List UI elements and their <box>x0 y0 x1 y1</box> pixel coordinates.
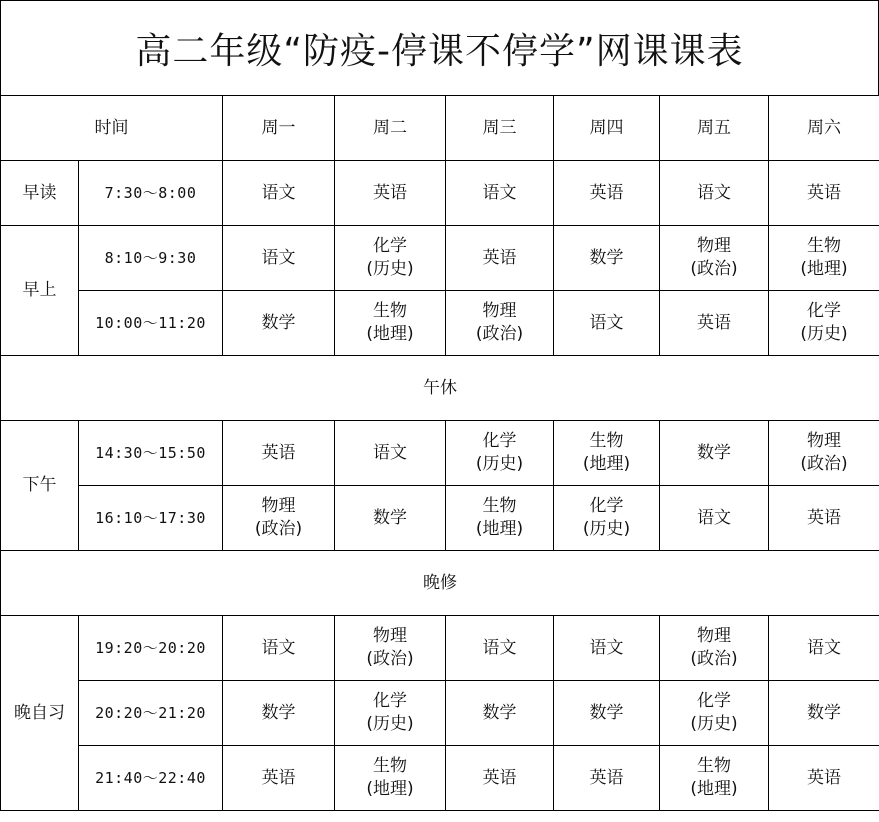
course-alt: (地理) <box>690 779 738 799</box>
course-cell <box>223 421 335 486</box>
course-cell <box>769 421 879 486</box>
break-row <box>1 356 879 421</box>
course-alt: (政治) <box>800 454 848 474</box>
header-day: 周一 <box>223 96 335 161</box>
course-cell <box>335 616 446 681</box>
course-name: 英语 <box>482 247 517 268</box>
course-cell <box>223 616 335 681</box>
course-name: 语文 <box>482 637 517 658</box>
course-cell <box>446 291 554 356</box>
schedule-row <box>1 421 879 486</box>
course-cell <box>660 616 769 681</box>
course-name: 化学 <box>482 431 517 451</box>
time-slot: 21:40～22:40 <box>79 746 223 811</box>
course-name: 生物 <box>697 756 731 776</box>
course-name: 物理 <box>373 626 407 646</box>
course-cell <box>335 226 446 291</box>
break-row <box>1 551 879 616</box>
course-name: 英语 <box>807 182 841 203</box>
course-cell <box>769 161 879 226</box>
period-label: 晚自习 <box>1 616 79 811</box>
course-cell <box>554 291 660 356</box>
schedule-row <box>1 681 879 746</box>
course-name: 语文 <box>807 637 841 658</box>
page-title: 高二年级“防疫-停课不停学”网课课表 <box>0 0 879 95</box>
course-cell <box>223 681 335 746</box>
course-name: 化学 <box>589 496 624 516</box>
course-alt: (地理) <box>582 454 631 474</box>
header-day: 周四 <box>554 96 660 161</box>
course-name: 化学 <box>807 301 841 321</box>
time-slot: 19:20～20:20 <box>79 616 223 681</box>
course-name: 数学 <box>373 507 407 528</box>
course-cell <box>769 681 879 746</box>
course-alt: (政治) <box>475 324 524 344</box>
course-name: 英语 <box>589 767 624 788</box>
time-slot: 16:10～17:30 <box>79 486 223 551</box>
course-name: 语文 <box>589 312 624 333</box>
course-cell <box>223 161 335 226</box>
course-cell <box>554 226 660 291</box>
course-cell <box>660 291 769 356</box>
course-alt: (历史) <box>582 519 631 539</box>
course-name: 数学 <box>697 442 731 463</box>
header-row <box>1 96 879 161</box>
course-name: 物理 <box>482 301 517 321</box>
time-slot: 10:00～11:20 <box>79 291 223 356</box>
course-name: 语文 <box>697 182 731 203</box>
course-cell <box>335 161 446 226</box>
course-cell <box>554 161 660 226</box>
course-name: 语文 <box>261 247 296 268</box>
course-cell <box>554 746 660 811</box>
course-cell <box>223 746 335 811</box>
course-cell <box>335 746 446 811</box>
course-name: 生物 <box>373 301 407 321</box>
course-name: 英语 <box>261 442 296 463</box>
course-alt: (政治) <box>254 519 303 539</box>
course-name: 生物 <box>589 431 624 451</box>
header-day: 周二 <box>335 96 446 161</box>
course-cell <box>223 486 335 551</box>
course-name: 生物 <box>482 496 517 516</box>
course-name: 生物 <box>373 756 407 776</box>
course-cell <box>660 681 769 746</box>
course-name: 英语 <box>697 312 731 333</box>
period-label: 早读 <box>1 161 79 226</box>
course-name: 数学 <box>261 702 296 723</box>
course-alt: (政治) <box>690 259 738 279</box>
schedule-row <box>1 486 879 551</box>
course-cell <box>335 421 446 486</box>
course-alt: (地理) <box>366 324 414 344</box>
schedule-row <box>1 226 879 291</box>
course-cell <box>660 486 769 551</box>
course-name: 数学 <box>589 702 624 723</box>
course-cell <box>446 421 554 486</box>
course-cell <box>769 291 879 356</box>
time-slot: 8:10～9:30 <box>79 226 223 291</box>
course-name: 数学 <box>482 702 517 723</box>
schedule-row <box>1 746 879 811</box>
course-cell <box>660 161 769 226</box>
header-day: 周五 <box>660 96 769 161</box>
course-cell <box>769 226 879 291</box>
course-alt: (地理) <box>800 259 848 279</box>
course-cell <box>446 681 554 746</box>
course-alt: (历史) <box>800 324 848 344</box>
course-cell <box>446 486 554 551</box>
course-name: 数学 <box>261 312 296 333</box>
course-name: 英语 <box>807 507 841 528</box>
course-cell <box>446 616 554 681</box>
course-cell <box>446 746 554 811</box>
course-alt: (地理) <box>366 779 414 799</box>
break-label: 午休 <box>1 356 879 421</box>
course-cell <box>554 421 660 486</box>
header-time: 时间 <box>1 96 223 161</box>
period-label: 下午 <box>1 421 79 551</box>
schedule-row <box>1 161 879 226</box>
course-alt: (历史) <box>366 714 414 734</box>
course-cell <box>223 226 335 291</box>
course-cell <box>769 486 879 551</box>
course-cell <box>769 746 879 811</box>
course-name: 数学 <box>589 247 624 268</box>
schedule-row <box>1 291 879 356</box>
course-cell <box>446 161 554 226</box>
course-cell <box>335 681 446 746</box>
course-alt: (政治) <box>366 649 414 669</box>
course-cell <box>335 291 446 356</box>
course-name: 语文 <box>261 637 296 658</box>
timetable-body <box>1 96 879 811</box>
course-name: 语文 <box>589 637 624 658</box>
course-cell <box>660 421 769 486</box>
time-slot: 14:30～15:50 <box>79 421 223 486</box>
course-alt: (历史) <box>366 259 414 279</box>
course-alt: (历史) <box>475 454 524 474</box>
course-name: 英语 <box>261 767 296 788</box>
course-name: 化学 <box>373 236 407 256</box>
course-name: 化学 <box>373 691 407 711</box>
course-name: 英语 <box>482 767 517 788</box>
course-name: 语文 <box>482 182 517 203</box>
course-name: 化学 <box>697 691 731 711</box>
course-cell <box>660 746 769 811</box>
course-cell <box>223 291 335 356</box>
course-alt: (历史) <box>690 714 738 734</box>
course-cell <box>660 226 769 291</box>
course-name: 英语 <box>373 182 407 203</box>
course-name: 英语 <box>807 767 841 788</box>
course-name: 数学 <box>807 702 841 723</box>
header-day: 周六 <box>769 96 879 161</box>
course-name: 语文 <box>261 182 296 203</box>
course-name: 物理 <box>807 431 841 451</box>
course-cell <box>554 616 660 681</box>
period-label: 早上 <box>1 226 79 356</box>
course-name: 语文 <box>697 507 731 528</box>
course-cell <box>554 486 660 551</box>
course-cell <box>446 226 554 291</box>
schedule-row <box>1 616 879 681</box>
course-cell <box>554 681 660 746</box>
course-alt: (地理) <box>475 519 524 539</box>
course-name: 物理 <box>697 236 731 256</box>
course-name: 物理 <box>697 626 731 646</box>
course-name: 语文 <box>373 442 407 463</box>
course-alt: (政治) <box>690 649 738 669</box>
break-label: 晚修 <box>1 551 879 616</box>
header-day: 周三 <box>446 96 554 161</box>
course-name: 英语 <box>589 182 624 203</box>
timetable <box>0 95 879 811</box>
time-slot: 7:30～8:00 <box>79 161 223 226</box>
time-slot: 20:20～21:20 <box>79 681 223 746</box>
course-cell <box>335 486 446 551</box>
course-cell <box>769 616 879 681</box>
course-name: 生物 <box>807 236 841 256</box>
course-name: 物理 <box>261 496 296 516</box>
